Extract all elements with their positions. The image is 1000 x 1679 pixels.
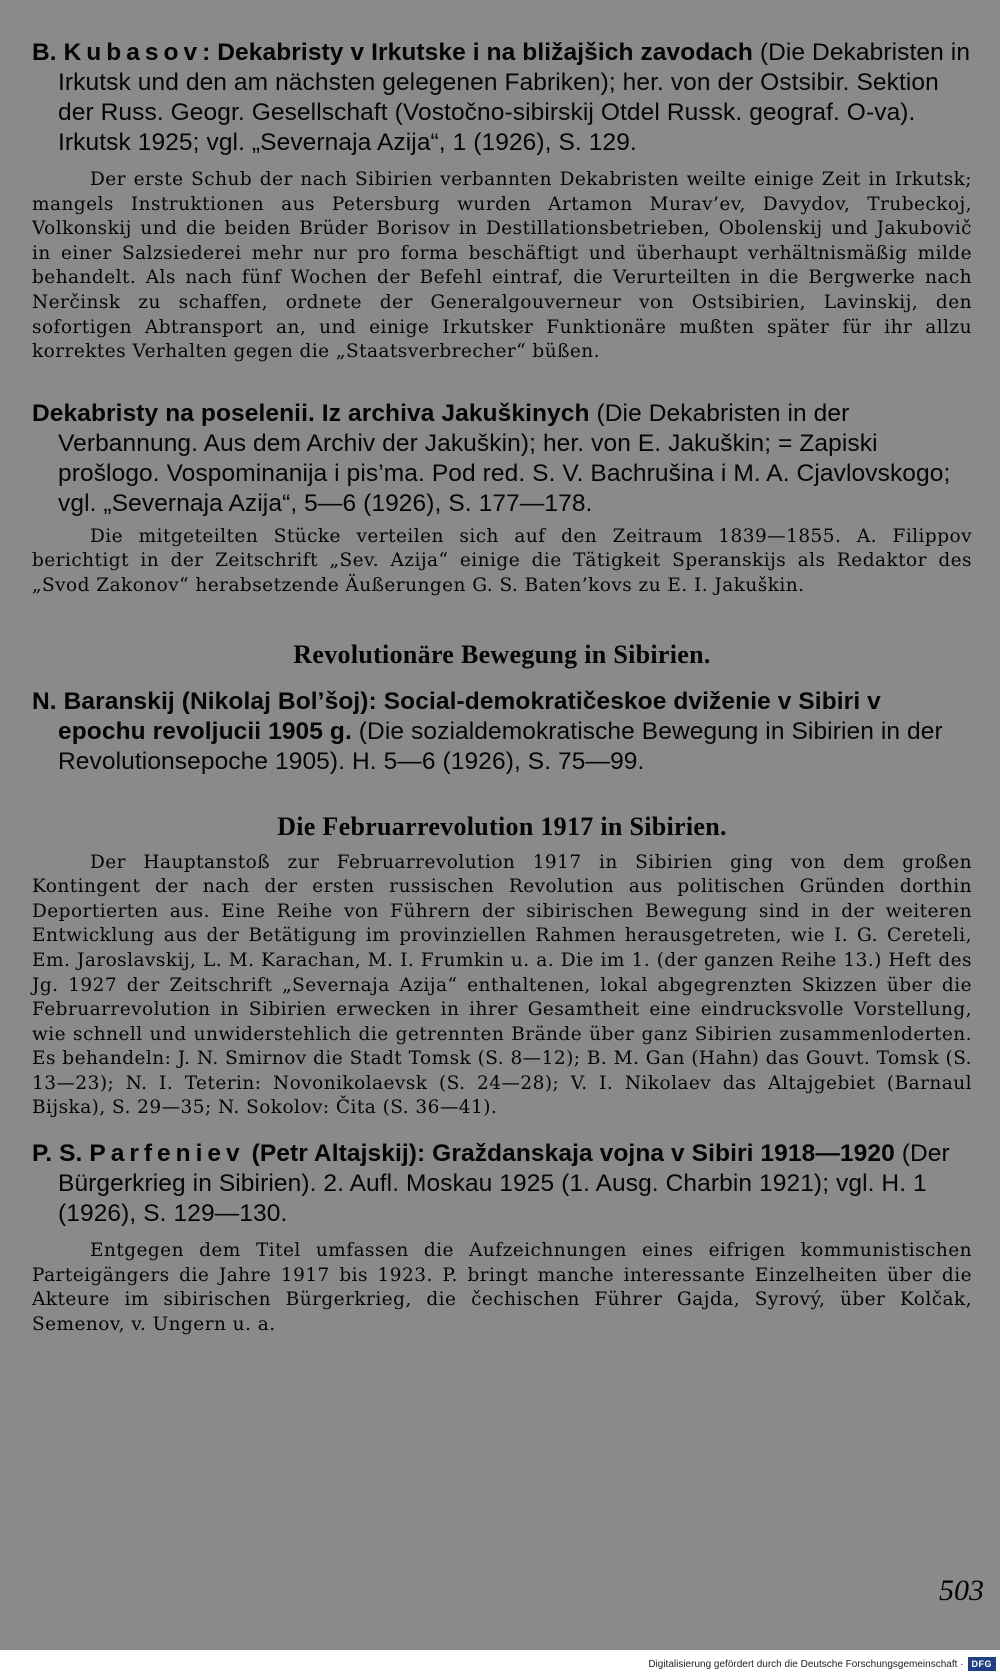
entry-title: : Graždanskaja vojna v Sibiri 1918—1920 <box>417 1140 895 1168</box>
entry-author: N. Baranskij (Nikolaj Bol’šoj) <box>32 687 369 715</box>
entry-author: Kubasov <box>63 39 203 66</box>
digitization-footer <box>648 1655 996 1673</box>
entry-title: Dekabristy na poselenii. Iz archiva Jakuškinych <box>32 399 590 427</box>
bibliography-entry-baranskij <box>32 687 972 777</box>
entry-title: : Dekabristy v Irkutske i na bližajšich zavodach <box>202 39 753 66</box>
entry-summary-kubasov: Der erste Schub der nach Sibirien verbannten Dekabristen weilte einige Zeit in Irkutsk; mangels Instruktionen aus Petersburg wurden Artamon Murav’ev, Davydov, Trubeckoj, Volkonskij und die beiden Brüder Borisov in Destillationsbetrieben, Obolenskij und Jakubovič in einer Salzsiederei mehr nur pro forma beschäftigt und überhaupt verhältnismäßig milde behandelt. Als nach fünf Wochen der Befehl eintraf, die Verurteilten in die Bergwerke nach Nerčinsk zu schaffen, ordnete der Generalgouverneur von Ostsibirien, Lavinskij, den sofortigen Abtransport an, und einige Irkutsker Funktionäre mußten später für ihr allzu korrektes Verhalten gegen die „Staatsverbrecher“ büßen. <box>32 169 972 363</box>
page-content <box>32 38 972 1337</box>
bibliography-entry-parfeniev <box>32 1139 972 1229</box>
dfg-logo-icon: DFG <box>968 1657 997 1671</box>
entry-details: (Die Dekabristen in Irkutsk und den am nächsten gelegenen Fabriken); her. von der Ostsibir. Sektion der Russ. Geogr. Gesellschaft (Vostočno-sibirskij Otdel Russk. geograf. O-va). Irkutsk 1925; vgl. „Severnaja Azija“, 1 (1926), S. 129. <box>58 39 971 156</box>
entry-details: (Der Bürgerkrieg in Sibirien). 2. Aufl. Moskau 1925 (1. Ausg. Charbin 1921); vgl. H. 1 (1926), S. 129—130. <box>58 1140 950 1228</box>
entry-author: Parfeniev <box>89 1140 245 1168</box>
entry-details: (Die sozialdemokratische Bewegung in Sibirien in der Revolutionsepoche 1905). H. 5—6 (1926), S. 75—99. <box>58 717 943 775</box>
bibliography-entry-dekabristy <box>32 399 972 519</box>
section-heading-revolution: Revolutionäre Bewegung in Sibirien. <box>293 639 711 669</box>
page-number: 503 <box>939 1574 984 1607</box>
section-summary-february: Der Hauptanstoß zur Februarrevolution 1917 in Sibirien ging von dem großen Kontingent der nach der ersten russischen Revolution aus politischen Gründen dorthin Deportierten aus. Eine Reihe von Führern der sibirischen Bewegung sind in der weiteren Entwicklung aus der Betätigung im provinziellen Rahmen herausgetreten, wie I. G. Cereteli, Em. Jaroslavskij, L. M. Karachan, M. I. Frumkin u. a. Die im 1. (der ganzen Reihe 13.) Heft des Jg. 1927 der Zeitschrift „Severnaja Azija“ enthaltenen, lokal abgegrenzten Skizzen über die Februarrevolution in Sibirien erwecken in ihrer Gesamtheit eine eindrucksvolle Vorstellung, wie schnell und unwiderstehlich die getrennten Brände über ganz Sibirien zusammenloderten. Es behandeln: J. N. Smirnov die Stadt Tomsk (S. 8—12); B. M. Gan (Hahn) das Gouvt. Tomsk (S. 13—23); N. I. Teterin: Novonikolaevsk (S. 24—28); V. I. Nikolaev das Altajgebiet (Barnaul Bijska), S. 29—35; N. Sokolov: Čita (S. 36—41). <box>32 851 972 1119</box>
entry-summary-dekabristy: Die mitgeteilten Stücke verteilen sich auf den Zeitraum 1839—1855. A. Filippov berichtigt in der Zeitschrift „Sev. Azija“ einige die Tätigkeit Speranskijs als Redaktor des „Svod Zakonov“ herabsetzende Äußerungen G. S. Baten’kovs zu E. I. Jakuškin. <box>32 525 972 596</box>
entry-summary-parfeniev: Entgegen dem Titel umfassen die Aufzeichnungen eines eifrigen kommunistischen Parteigängers die Jahre 1917 bis 1923. P. bringt manche interessante Einzelheiten über die Akteure im sibirischen Bürgerkrieg, die čechischen Führer Gajda, Syrový, über Kolčak, Semenov, v. Ungern u. a. <box>32 1240 972 1335</box>
entry-author-prefix: B. <box>32 39 64 66</box>
bibliography-entry-kubasov <box>32 38 972 158</box>
entry-details: (Die Dekabristen in der Verbannung. Aus dem Archiv der Jakuškin); her. von E. Jakuškin; = Zapiski prošlogo. Vospominanija i pis’ma. Pod red. S. V. Bachrušina i M. A. Cjavlovskogo; vgl. „Severnaja Azija“, 5—6 (1926), S. 177—178. <box>58 399 951 517</box>
entry-title: : Social-demokratičeskoe dviženie v Sibiri v epochu revoljucii 1905 g. <box>58 687 881 745</box>
entry-author-alias: (Petr Altajskij) <box>244 1140 418 1168</box>
footer-text: Digitalisierung gefördert durch die Deutsche Forschungsgemeinschaft · <box>648 1658 964 1670</box>
entry-author-prefix: P. S. <box>32 1140 90 1168</box>
section-heading-february: Die Februarrevolution 1917 in Sibirien. <box>277 811 727 841</box>
